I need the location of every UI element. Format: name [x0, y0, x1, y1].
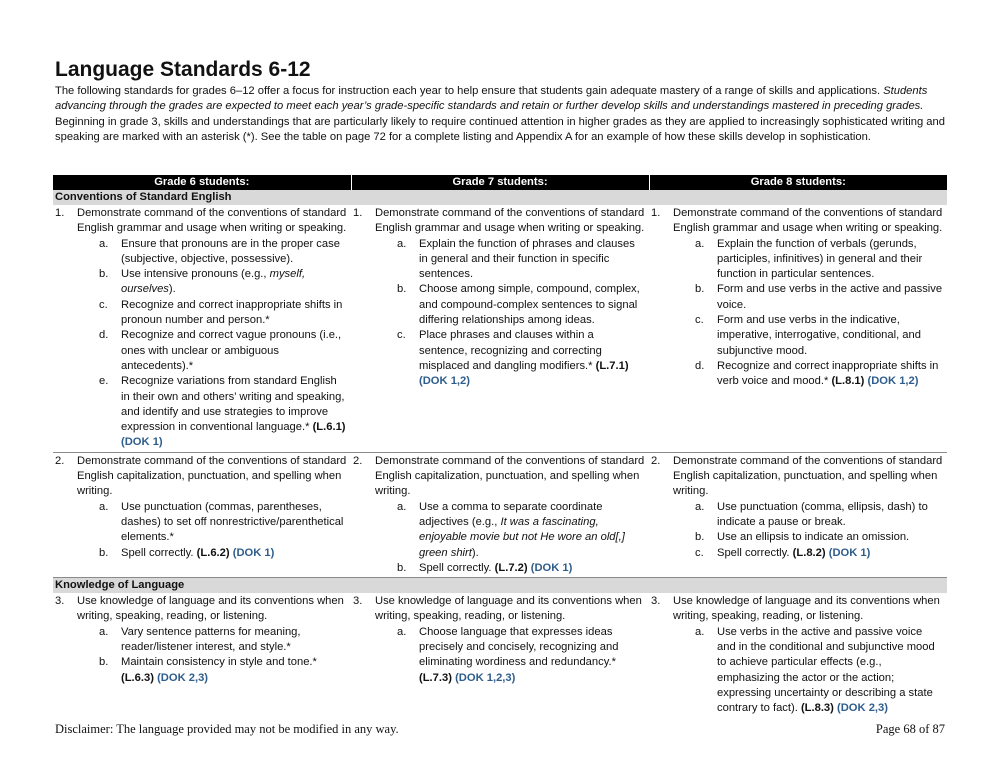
grade-8-cell: [649, 452, 947, 577]
footer-disclaimer: Disclaimer: The language provided may not be modified in any way.: [55, 722, 399, 736]
text-segment: Form and use verbs in the indicative, imperative, interrogative, conditional, and subjunctive mood.: [717, 314, 921, 357]
standard-number: 3.: [353, 595, 363, 608]
text-segment: Place phrases and clauses within a sentence, recognizing and correcting misplaced and dangling modifiers.*: [419, 329, 602, 372]
standard-number: 2.: [353, 454, 363, 467]
standard-text: Use knowledge of language and its conventions when writing, speaking, reading, or listening.: [673, 595, 940, 623]
substandard-text: [121, 298, 347, 329]
standard-code: (L.7.2): [494, 561, 528, 574]
substandard-text: [419, 328, 645, 389]
substandard-list: [375, 500, 645, 576]
substandard-item: [99, 298, 347, 329]
dok-level: (DOK 1,2,3): [455, 671, 516, 684]
standard-item: [651, 454, 943, 561]
substandard-letter: a.: [397, 625, 407, 638]
dok-level: (DOK 1): [828, 546, 871, 559]
standard-text: Use knowledge of language and its conventions when writing, speaking, reading, or listening.: [77, 595, 344, 623]
standard-text: Demonstrate command of the conventions of standard English capitalization, punctuation, and spelling when writing.: [375, 454, 645, 498]
substandard-letter: a.: [99, 625, 109, 638]
text-segment: Vary sentence patterns for meaning, reader/listener interest, and style.*: [121, 625, 301, 654]
substandard-text: [121, 267, 347, 298]
standard-text: Demonstrate command of the conventions of standard English capitalization, punctuation, and spelling when writing.: [673, 454, 943, 498]
standard-row: [53, 452, 947, 577]
substandard-text: [121, 500, 347, 546]
dok-level: (DOK 1,2): [867, 375, 919, 388]
substandard-item: [397, 625, 645, 686]
text-segment: Explain the function of phrases and clauses in general and their function in specific sentences.: [419, 237, 635, 281]
text-segment: Use an ellipsis to indicate an omission.: [717, 531, 910, 544]
dok-level: (DOK 2,3): [837, 702, 888, 715]
intro-text-3: Beginning in grade 3, skills and understandings that are particularly likely to require continued attention in higher grades as they are applied to increasingly sophisticated writing and speaking are marked with an asterisk (*). See the table on page 72 for a complete listing and Appendix A for an example of how these skills develop in sophistication.: [55, 115, 945, 143]
substandard-text: [717, 530, 943, 545]
dok-level: (DOK 1): [232, 546, 275, 559]
text-segment: Recognize and correct inappropriate shifts in pronoun number and person.*: [121, 298, 343, 327]
standard-number: 2.: [651, 454, 661, 467]
standard-text: Demonstrate command of the conventions of standard English grammar and usage when writing or speaking.: [375, 207, 645, 235]
substandard-letter: b.: [397, 561, 407, 574]
substandard-list: [375, 625, 645, 686]
text-segment: Recognize and correct vague pronouns (i.e., ones with unclear or ambiguous antecedents).*: [121, 329, 342, 372]
standard-number: 1.: [55, 207, 65, 219]
grade-7-cell: [351, 452, 649, 577]
substandard-list: [375, 237, 645, 390]
substandard-text: [121, 374, 347, 450]
substandard-text: [419, 625, 645, 686]
italic-example: It was a fascinating, enjoyable movie but not He wore an old[,] green shirt: [419, 515, 625, 559]
grade-7-cell: [351, 593, 649, 717]
text-segment: Spell correctly.: [419, 561, 492, 574]
standard-item: [353, 206, 645, 390]
standard-body: [77, 206, 347, 451]
substandard-item: [397, 282, 645, 328]
text-segment: Spell correctly.: [121, 546, 194, 559]
substandard-text: [419, 500, 645, 561]
substandard-letter: b.: [695, 283, 705, 296]
substandard-text: [121, 625, 347, 656]
substandard-list: [673, 500, 943, 561]
substandard-text: [121, 328, 347, 374]
substandard-list: [77, 500, 347, 561]
text-segment: Choose language that expresses ideas precisely and concisely, recognizing and eliminating wordiness and redundancy.*: [419, 625, 619, 669]
substandard-item: [397, 328, 645, 389]
substandard-letter: a.: [397, 237, 407, 250]
standard-code: (L.7.3): [419, 671, 452, 684]
substandard-item: [99, 237, 347, 268]
substandard-letter: b.: [397, 283, 407, 296]
grade-7-cell: [351, 205, 649, 452]
substandard-letter: b.: [99, 268, 109, 281]
section-header-row: [53, 578, 947, 594]
substandard-text: [717, 313, 943, 359]
substandard-item: [695, 282, 943, 313]
standard-number: 3.: [651, 595, 661, 608]
substandard-text: [717, 282, 943, 313]
standard-body: [77, 454, 347, 561]
grade-7-header: Grade 7 students:: [351, 175, 649, 190]
standard-body: [375, 454, 645, 576]
standard-text: Demonstrate command of the conventions of standard English grammar and usage when writing or speaking.: [77, 207, 347, 235]
footer-page-number: Page 68 of 87: [875, 722, 945, 736]
standards-table: [53, 175, 947, 718]
text-segment: Recognize and correct inappropriate shifts in verb voice and mood.*: [717, 359, 939, 388]
standard-body: [77, 594, 347, 686]
substandard-text: [717, 625, 943, 717]
standard-code: (L.8.1): [831, 375, 865, 388]
standard-item: [55, 454, 347, 561]
section-title: Knowledge of Language: [53, 578, 947, 594]
substandard-letter: b.: [695, 531, 705, 544]
substandard-item: [695, 530, 943, 545]
standard-number: 1.: [651, 207, 661, 219]
substandard-list: [77, 625, 347, 686]
substandard-item: [397, 561, 645, 576]
substandard-letter: c.: [695, 546, 704, 559]
standard-row: [53, 593, 947, 717]
section-header-row: [53, 190, 947, 205]
substandard-item: [99, 625, 347, 656]
grade-6-cell: [53, 452, 351, 577]
standard-code: (L.6.2): [196, 546, 230, 559]
grade-6-cell: [53, 593, 351, 717]
text-segment: Recognize variations from standard English in their own and others’ writing and speaking, and identify and use strategies to improve expression in conventional language.*: [121, 375, 345, 434]
substandard-letter: a.: [99, 500, 109, 513]
intro-text-1: The following standards for grades 6–12 offer a focus for instruction each year to help ensure that students gain adequate mastery of a range of skills and applications.: [55, 85, 881, 97]
text-segment: Ensure that pronouns are in the proper case (subjective, objective, possessive).: [121, 237, 340, 265]
standard-code: (L.8.3): [800, 702, 834, 715]
substandard-letter: c.: [397, 329, 406, 342]
substandard-item: [99, 546, 347, 561]
standard-number: 3.: [55, 595, 65, 608]
substandard-item: [99, 655, 347, 686]
substandard-item: [397, 500, 645, 561]
dok-level: (DOK 1,2): [419, 375, 470, 388]
text-segment: Maintain consistency in style and tone.*: [121, 656, 317, 669]
substandard-letter: c.: [695, 314, 704, 327]
standard-code: (L.6.3): [121, 671, 154, 684]
substandard-list: [673, 237, 943, 390]
standard-item: [55, 206, 347, 451]
grade-8-cell: [649, 205, 947, 452]
text-segment: Explain the function of verbals (gerunds, participles, infinitives) in general and their function in particular sentences.: [717, 237, 923, 281]
text-segment: Use intensive pronouns (e.g.,: [121, 268, 270, 281]
substandard-letter: b.: [99, 656, 109, 669]
substandard-letter: a.: [695, 237, 705, 250]
substandard-letter: d.: [695, 359, 705, 372]
standard-code: (L.8.2): [792, 546, 826, 559]
italic-example: myself, ourselves: [121, 268, 306, 296]
substandard-list: [673, 625, 943, 717]
standard-item: [651, 594, 943, 716]
substandard-item: [695, 546, 943, 561]
substandard-item: [695, 359, 943, 390]
standard-code: (L.6.1): [312, 421, 346, 434]
table-body: [53, 190, 947, 718]
substandard-letter: b.: [99, 546, 109, 559]
substandard-text: [121, 655, 347, 686]
text-segment: Use punctuation (commas, parentheses, dashes) to set off nonrestrictive/parenthetical elements.*: [121, 500, 344, 544]
standard-item: [55, 594, 347, 686]
standard-row: [53, 205, 947, 452]
text-segment: Use a comma to separate coordinate adjectives (e.g.,: [419, 500, 603, 528]
substandard-letter: c.: [99, 298, 108, 311]
substandard-text: [717, 237, 943, 283]
dok-level: (DOK 1): [530, 561, 573, 574]
substandard-letter: e.: [99, 375, 109, 388]
standard-body: [673, 454, 943, 561]
substandard-item: [695, 625, 943, 717]
text-segment: Use punctuation (comma, ellipsis, dash) to indicate a pause or break.: [717, 500, 928, 528]
dok-level: (DOK 1): [121, 436, 163, 449]
standard-body: [673, 594, 943, 716]
text-segment: ).: [168, 283, 176, 296]
grade-6-header: Grade 6 students:: [53, 175, 351, 190]
standard-text: Demonstrate command of the conventions of standard English grammar and usage when writing or speaking.: [673, 207, 943, 235]
text-segment: ).: [471, 546, 479, 559]
standard-body: [375, 594, 645, 686]
substandard-letter: d.: [99, 329, 109, 342]
standard-text: Use knowledge of language and its conventions when writing, speaking, reading, or listening.: [375, 595, 642, 623]
standard-item: [651, 206, 943, 390]
grade-8-header: Grade 8 students:: [649, 175, 947, 190]
text-segment: Use verbs in the active and passive voice and in the conditional and subjunctive mood to achieve particular effects (e.g., emphasizing the actor or the action; expressing uncertainty or describing a state contrary to fact).: [717, 625, 935, 715]
substandard-text: [717, 546, 943, 561]
substandard-item: [99, 267, 347, 298]
standard-item: [353, 454, 645, 576]
dok-level: (DOK 2,3): [157, 671, 209, 684]
header-row: [53, 175, 947, 190]
section-title: Conventions of Standard English: [53, 190, 947, 205]
intro-text-2: Students advancing through the grades are expected to meet each year’s grade-specific standards and retain or further develop skills and understandings mastered in preceding grades.: [55, 85, 928, 113]
substandard-text: [717, 359, 943, 390]
substandard-item: [99, 374, 347, 450]
grade-6-cell: [53, 205, 351, 452]
page-title: Language Standards 6-12: [55, 58, 311, 81]
grade-8-cell: [649, 593, 947, 717]
standard-number: 2.: [55, 454, 65, 467]
standard-number: 1.: [353, 207, 363, 219]
substandard-text: [121, 546, 347, 561]
substandard-letter: a.: [695, 500, 705, 513]
standard-code: (L.7.1): [595, 359, 629, 372]
substandard-text: [717, 500, 943, 531]
standard-body: [673, 206, 943, 390]
text-segment: Spell correctly.: [717, 546, 790, 559]
text-segment: Choose among simple, compound, complex, and compound-complex sentences to signal differing relationships among ideas.: [419, 283, 640, 327]
substandard-item: [397, 237, 645, 283]
substandard-item: [695, 500, 943, 531]
substandard-letter: a.: [397, 500, 407, 513]
text-segment: Form and use verbs in the active and passive voice.: [717, 283, 943, 311]
standard-text: Demonstrate command of the conventions of standard English capitalization, punctuation, and spelling when writing.: [77, 454, 347, 498]
substandard-letter: a.: [99, 237, 109, 250]
substandard-item: [695, 313, 943, 359]
substandard-list: [77, 237, 347, 451]
intro-paragraph: [55, 84, 947, 145]
standard-body: [375, 206, 645, 390]
substandard-text: [419, 282, 645, 328]
substandard-item: [99, 500, 347, 546]
substandard-letter: a.: [695, 625, 705, 638]
substandard-item: [695, 237, 943, 283]
substandard-text: [121, 237, 347, 268]
substandard-text: [419, 561, 645, 576]
substandard-text: [419, 237, 645, 283]
substandard-item: [99, 328, 347, 374]
standard-item: [353, 594, 645, 686]
